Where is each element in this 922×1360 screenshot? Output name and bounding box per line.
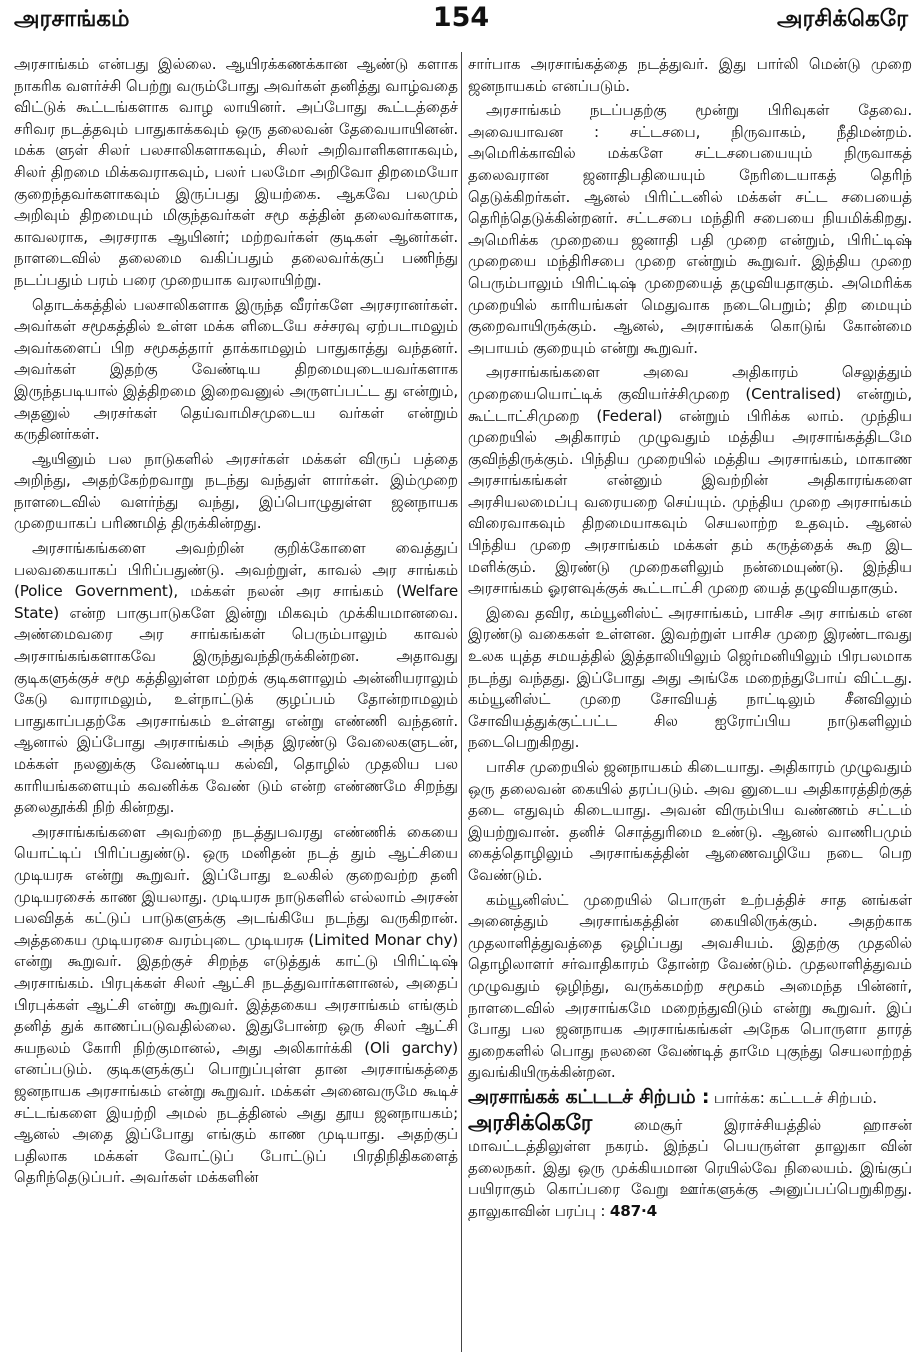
paragraph: கம்யூனிஸ்ட் முறையில் பொருள் உற்பத்திச் சாத னங்கள் அனைத்தும் அரசாங்கத்தின் கையிலிருக்கும். அதற்காக முதலாளித்துவத்தை ஒழிப்பது அவசியம். இதற்கு முதலில் தொழிலாளர் சர்வாதிகாரம் தோன்ற வேண்டும். முதலாளித்துவம் முழுவதும் ஒழிந்து, வருக்கமற்ற சமூகம் அமைந்த பின்னர், நாளடைவில் அரசாங்கமே மறைந்துவிடும் என்று கூறுவர். இப் போது பல ஜனநாயக அரசாங்கங்கள் அநேக பொருளா தாரத் துறைகளில் பொது நலனை வேண்டித் தாமே புகுந்து செயலாற்றத் துவங்கியிருக்கின்றன. <box>468 890 912 1082</box>
paragraph: அரசாங்கம் நடப்பதற்கு மூன்று பிரிவுகள் தேவை. அவையாவன : சட்டசபை, நிருவாகம், நீதிமன்றம். அமெரிக்காவில் மக்களே சட்டசபையையும் நிருவாகத் தலைவரான ஜனாதிபதியையும் நேரிடையாகத் தெரிந் தெடுக்கிறர்கள். ஆனல் பிரிட்டனில் மக்கள் சட்ட சபையைத் தெரிந்தெடுக்கின்றனர். சட்டசபை மந்திரி சபையை நியமிக்கிறது. அமெரிக்க முறையை ஜனாதி பதி முறை என்றும், பிரிட்டிஷ் முறையை மந்திரிசபை முறை என்றும் கூறுவர். இந்திய முறை பெரும்பாலும் பிரிட்டிஷ் முறையைத் தழுவியதாகும். அமெரிக்க முறையில் காரியங்கள் மெதுவாக நடைபெறும்; திற மையும் குறைவாயிருக்கும். ஆனல், அரசாங்கக் கொடுங் கோன்மை அபாயம் குறையும் என்று கூறுவர். <box>468 101 912 357</box>
header-left-title: அரசாங்கம் <box>14 6 130 32</box>
paragraph: அரசாங்கங்களை அவை அதிகாரம் செலுத்தும் முறையையொட்டிக் குவியர்ச்சிமுறை (Centralised) என்றும், கூட்டாட்சிமுறை (Federal) என்றும் பிரிக்க லாம். முந்திய முறையில் அதிகாரம் முழுவதும் மத்திய அரசாங்கத்திடமே குவிந்திருக்கும். பிந்திய முறையில் மத்திய அரசாங்கம், மாகாண அரசாங்கங்கள் என்னும் இவற்றின் அதிகாரங்களை அரசியலமைப்பு வரையறை செய்யும். முந்திய முறை அரசாங்கம் விரைவாகவும் திறமையாகவும் செயலாற்ற உதவும். ஆனல் பிந்திய முறை அரசாங்கம் மக்கள் தம் கருத்தைக் கூற இட மளிக்கும். இரண்டு முறைகளிலும் நன்மையுண்டு. இந்திய அரசாங்கம் ஓரளவுக்குக் கூட்டாட்சி முறை யைத் தழுவியதாகும். <box>468 363 912 598</box>
page-number: 154 <box>432 2 490 33</box>
left-column <box>14 54 458 1354</box>
paragraph: பாசிச முறையில் ஜனநாயகம் கிடையாது. அதிகாரம் முழுவதும் ஒரு தலைவன் கையில் தரப்படும். அவ னுடைய அதிகாரத்திற்குத் தடை எதுவும் கிடையாது. அவன் விரும்பிய வண்ணம் சட்டம் இயற்றுவான். தனிச் சொத்துரிமை உண்டு. ஆனல் வாணிபமும் கைத்தொழிலும் அரசாங்கத்தின் ஆணைவழியே நடை பெற வேண்டும். <box>468 758 912 884</box>
column-divider <box>461 52 462 1352</box>
entry-heading: அரசாங்கக் கட்டடச் சிற்பம் : <box>468 1085 710 1108</box>
page-header <box>0 0 922 46</box>
entry-heading: அரசிக்கெரே <box>468 1110 593 1136</box>
paragraph: அரசாங்கங்களை அவற்றின் குறிக்கோளை வைத்துப் பலவகையாகப் பிரிப்பதுண்டு. அவற்றுள், காவல் அர சாங்கம் (Police Government), மக்கள் நலன் அர சாங்கம் (Welfare State) என்ற பாகுபாடுகளே இன்று மிகவும் முக்கியமானவை. அண்மைவரை அர சாங்கங்கள் பெரும்பாலும் காவல் அரசாங்கங்களாகவே இருந்துவந்திருக்கின்றன. அதாவது குடிகளுக்குச் சமூ கத்திலுள்ள மற்றக் குடிகளாலும் அன்னியராலும் கேடு வாராமலும், உள்நாட்டுக் குழப்பம் தோன்றாமலும் பாதுகாப்பதற்கே அரசாங்கம் உள்ளது என்று எண்ணி வந்தனர். ஆனால் இப்போது அரசாங்கம் அந்த இரண்டு வேலைகளுடன், மக்கள் நலனுக்கு வேண்டிய கல்வி, தொழில் முதலிய பல காரியங்களையும் கவனிக்க வேண் டும் என்ற எண்ணமே சிறந்து தலைதூக்கி நிற் கின்றது. <box>14 539 458 817</box>
paragraph: இவை தவிர, கம்யூனிஸ்ட் அரசாங்கம், பாசிச அர சாங்கம் என இரண்டு வகைகள் உள்ளன. இவற்றுள் பாசிச முறை இரண்டாவது உலக யுத்த சமயத்தில் இத்தாலியிலும் ஜெர்மனியிலும் பிரபலமாக நடந்து வந்தது. இப்போது அது அங்கே மறைந்துபோய் விட்டது. கம்யூனிஸ்ட் முறை சோவியத் நாட்டிலும் சீனவிலும் சோவியத்துக்குட்பட்ட சில ஐரோப்பிய நாடுகளிலும் நடைபெறுகிறது. <box>468 603 912 752</box>
paragraph: அரசாங்கம் என்பது இல்லை. ஆயிரக்கணக்கான ஆண்டு களாக நாகரிக வளர்ச்சி பெற்று வரும்போது அவர்கள் தனித்து வாழ்வதை விட்டுக் கூட்டங்களாக வாழ லாயினர். அப்போது கூட்டத்தைச் சரிவர நடத்தவும் பாதுகாக்கவும் ஒரு தலைவன் தேவையாயினன். மக்க ளுள் சிலர் பலசாலிகளாகவும், சிலர் அறிவாளிகளாகவும், சிலர் திறமை மிக்கவராகவும், பலர் பலமோ அறிவோ திறமையோ குறைந்தவர்களாகவும் இருப்பது இயற்கை. ஆகவே பலமும் அறிவும் திறமையும் மிகுந்தவர்கள் சமூ கத்தின் தலைவர்களாக, காவலராக, அரசராக ஆயினர்; மற்றவர்கள் குடிகள் ஆனர்கள். நாளடைவில் தலைமை வகிப்பதும் தலைவர்க்குப் பணிந்து நடப்பதும் பரம் பரை முறையாக வரலாயிற்று. <box>14 55 458 289</box>
entry-arasikkere <box>468 1110 912 1223</box>
paragraph: ஆயினும் பல நாடுகளில் அரசர்கள் மக்கள் விருப் பத்தை அறிந்து, அதற்கேற்றவாறு நடந்து வந்துள் ளார்கள். இம்முறை நாளடைவில் வளர்ந்து வந்து, இப்பொழுதுள்ள ஜனநாயக முறையாகப் பரிணமித் திருக்கின்றது. <box>14 449 458 533</box>
entry-text: பார்க்க: கட்டடச் சிற்பம். <box>713 1088 877 1107</box>
paragraph: தொடக்கத்தில் பலசாலிகளாக இருந்த வீரர்களே அரசரானர்கள். அவர்கள் சமூகத்தில் உள்ள மக்க ளிடையே சச்சரவு ஏற்படாமலும் அவர்களைப் பிற சமூகத்தார் தாக்காமலும் பாதுகாத்து வந்தனர். அவர்கள் இதற்கு வேண்டிய திறமையுடையவர்களாக இருந்தபடியால் இத்திறமை இறைவனுல் அருளப்பட்ட து என்றும், அதனுல் அரசர்கள் தெய்வாமிசமுடைய வர்கள் என்றும் கருதினர்கள். <box>14 295 458 444</box>
taluk-area-value: 487·4 <box>609 1201 657 1220</box>
right-column <box>468 54 912 1354</box>
paragraph: சார்பாக அரசாங்கத்தை நடத்துவர். இது பார்லி மென்டு முறை ஜனநாயகம் எனப்படும். <box>468 55 912 95</box>
header-right-title: அரசிக்கெரே <box>777 6 908 32</box>
entry-text: மைசூர் இராச்சியத்தில் ஹாசன் மாவட்டத்திலுள்ள நகரம். இந்தப் பெயருள்ள தாலுகா வின் தலைநகர். இது ஒரு முக்கியமான ரெயில்வே நிலையம். இங்குப் பயிராகும் கொப்பரை வேறு ஊர்களுக்கு அனுப்பப்பெறுகிறது. தாலுகாவின் பரப்பு : <box>468 1115 912 1220</box>
entry-arasangak-kattadach-sirpam <box>468 1087 912 1110</box>
paragraph: அரசாங்கங்களை அவற்றை நடத்துபவரது எண்ணிக் கையை யொட்டிப் பிரிப்பதுண்டு. ஒரு மனிதன் நடத் தும் ஆட்சியை முடியரசு என்று கூறுவர். இப்போது உலகில் குறைவற்ற தனி முடியரசைக் காண இயலாது. முடியரசு நாடுகளில் எல்லாம் அரசன் பலவிதக் கட்டுப் பாடுகளுக்கு அடங்கியே நடந்து வருகிறான். அத்தகைய முடியரசை வரம்புடை முடியரசு (Limited Monar chy) என்று கூறுவர். இதற்குச் சிறந்த எடுத்துக் காட்டு பிரிட்டிஷ் அரசாங்கம். பிரபுக்கள் சிலர் ஆட்சி நடத்துவார்களானல், அதைப் பிரபுக்கள் ஆட்சி என்று கூறுவர். இத்தகைய அரசாங்கம் எங்கும் தனித் துக் காணப்படுவதில்லை. இதுபோன்ற ஒரு சிலர் ஆட்சி சுயநலம் கோரி நிற்குமானல், அது அலிகார்க்கி (Oli garchy) எனப்படும். குடிகளுக்குப் பொறுப்புள்ள தான அரசாங்கத்தை ஜனநாயக அரசாங்கம் என்று கூறுவர். மக்கள் அனைவருமே கூடிச் சட்டங்களை இயற்றி அமல் நடத்தினல் அது தூய ஜனநாயகம்; ஆனல் அதை இப்போது எங்கும் காண முடியாது. அதற்குப் பதிலாக மக்கள் வோட்டுப் போட்டுப் பிரதிநிதிகளைத் தெரிந்தெடுப்பர். அவர்கள் மக்களின் <box>14 822 458 1187</box>
